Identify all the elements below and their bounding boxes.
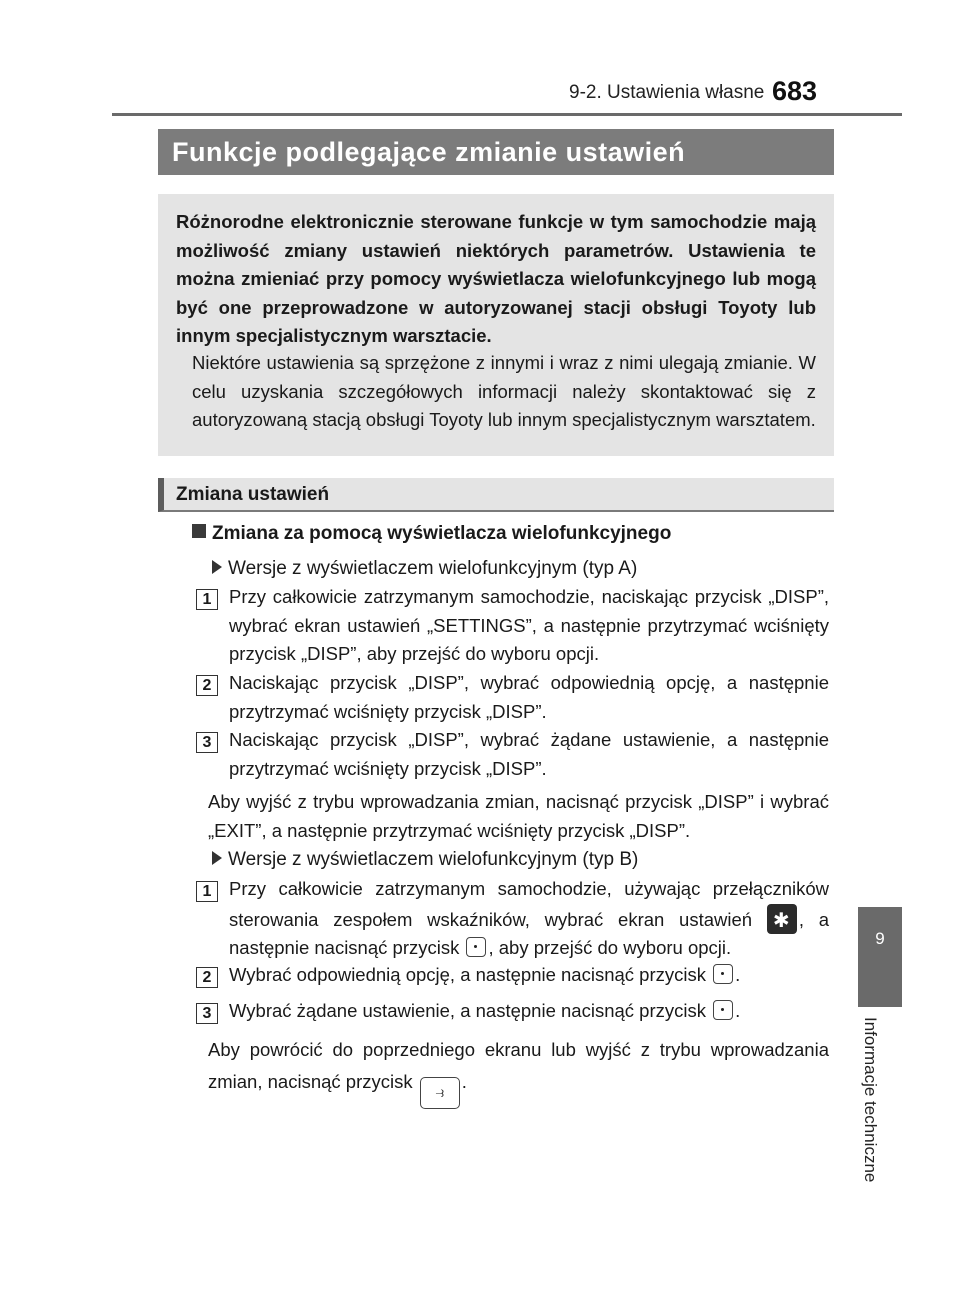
square-bullet-icon [192, 524, 206, 538]
enter-button-icon [713, 1000, 733, 1020]
intro-note-text: Niektóre ustawienia są sprzężone z innymi i wraz z nimi ulegają zmianie. W celu uzyskania szczegółowych informacji należy skontaktować się z autoryzowaną stacją obsługi Toyoty lub innym specjalistycznym warsztatem. [192, 352, 816, 430]
chapter-label-text: Informacje techniczne [861, 1017, 880, 1183]
page-title: Funkcje podlegające zmianie ustawień [172, 137, 686, 167]
page-number: 683 [772, 76, 818, 106]
type-b-step-3-text: Wybrać żądane ustawienie, a następnie nacisnąć przycisk [229, 1000, 706, 1021]
section-heading-text: Zmiana za pomocą wyświetlacza wielofunkcyjnego [212, 523, 672, 544]
period: . [735, 964, 741, 985]
step-number-badge: 3 [196, 732, 218, 753]
type-b-step-1-text-b: , a następnie nacisnąć przycisk [229, 908, 829, 958]
back-button-icon: ⥽ [420, 1077, 460, 1109]
type-a-step-1: Przy całkowicie zatrzymanym samochodzie, naciskając przycisk „DISP”, wybrać ekran ustawień „SETTINGS”, a następnie przytrzymać wciśnięty przycisk „DISP”, aby przejść do wyboru opcji. [229, 586, 829, 664]
type-b-step-1-text-c: , aby przejść do wyboru opcji. [488, 937, 732, 958]
type-b-step-1-text-a: Przy całkowicie zatrzymanym samochodzie, używając przełączników sterowania zespołem wskaźników, wybrać ekran ustawień [229, 878, 829, 930]
type-a-bullet [212, 558, 637, 580]
subheading-bar [158, 478, 834, 512]
period: . [735, 1000, 741, 1021]
triangle-bullet-icon [212, 851, 222, 865]
type-b-back-note-text: Aby powrócić do poprzedniego ekranu lub wyjść z trybu wprowadzania zmian, nacisnąć przycisk [208, 1039, 829, 1092]
type-b-back-note [208, 1034, 829, 1109]
type-b-step-2-text: Wybrać odpowiednią opcję, a następnie nacisnąć przycisk [229, 964, 706, 985]
type-b-bullet-text: Wersje z wyświetlaczem wielofunkcyjnym (typ B) [228, 849, 639, 870]
type-a-step-3: Naciskając przycisk „DISP”, wybrać żądane ustawienie, a następnie przytrzymać wciśnięty przycisk „DISP”. [229, 729, 829, 779]
type-a-bullet-text: Wersje z wyświetlaczem wielofunkcyjnym (typ A) [228, 558, 638, 579]
subheading: Zmiana ustawień [176, 484, 330, 505]
chapter-tab [858, 907, 902, 1007]
type-b-step-2 [229, 961, 829, 990]
gear-icon [767, 904, 797, 934]
header-section-title: 9-2. Ustawienia własne [569, 82, 765, 103]
type-b-step-3 [229, 997, 829, 1026]
type-b-bullet [212, 849, 638, 871]
step-number-badge: 2 [196, 675, 218, 696]
triangle-bullet-icon [212, 560, 222, 574]
header-rule [112, 113, 902, 116]
period: . [461, 1071, 467, 1092]
type-b-step-1 [229, 875, 829, 963]
enter-button-icon [713, 964, 733, 984]
step-number-badge: 1 [196, 881, 218, 902]
chapter-number: 9 [875, 929, 885, 948]
chapter-side-label [861, 1017, 891, 1183]
type-a-step-2: Naciskając przycisk „DISP”, wybrać odpowiednią opcję, a następnie przytrzymać wciśnięty przycisk „DISP”. [229, 672, 829, 722]
enter-button-icon [466, 937, 486, 957]
page-title-bar [158, 129, 834, 175]
type-a-exit-note: Aby wyjść z trybu wprowadzania zmian, nacisnąć przycisk „DISP” i wybrać „EXIT”, a następnie przytrzymać wciśnięty przycisk „DISP”. [208, 791, 829, 841]
intro-bold-text: Różnorodne elektronicznie sterowane funkcje w tym samochodzie mają możliwość zmiany ustawień niektórych parametrów. Ustawienia te można zmieniać przy pomocy wyświetlacza wielofunkcyjnego lub mogą być one przeprowadzone w autoryzowanej stacji obsługi Toyoty lub innym specjalistycznym warsztacie. [176, 211, 816, 346]
step-number-badge: 1 [196, 589, 218, 610]
intro-box [158, 194, 834, 456]
step-number-badge: 3 [196, 1003, 218, 1024]
section-heading [192, 523, 671, 545]
step-number-badge: 2 [196, 967, 218, 988]
